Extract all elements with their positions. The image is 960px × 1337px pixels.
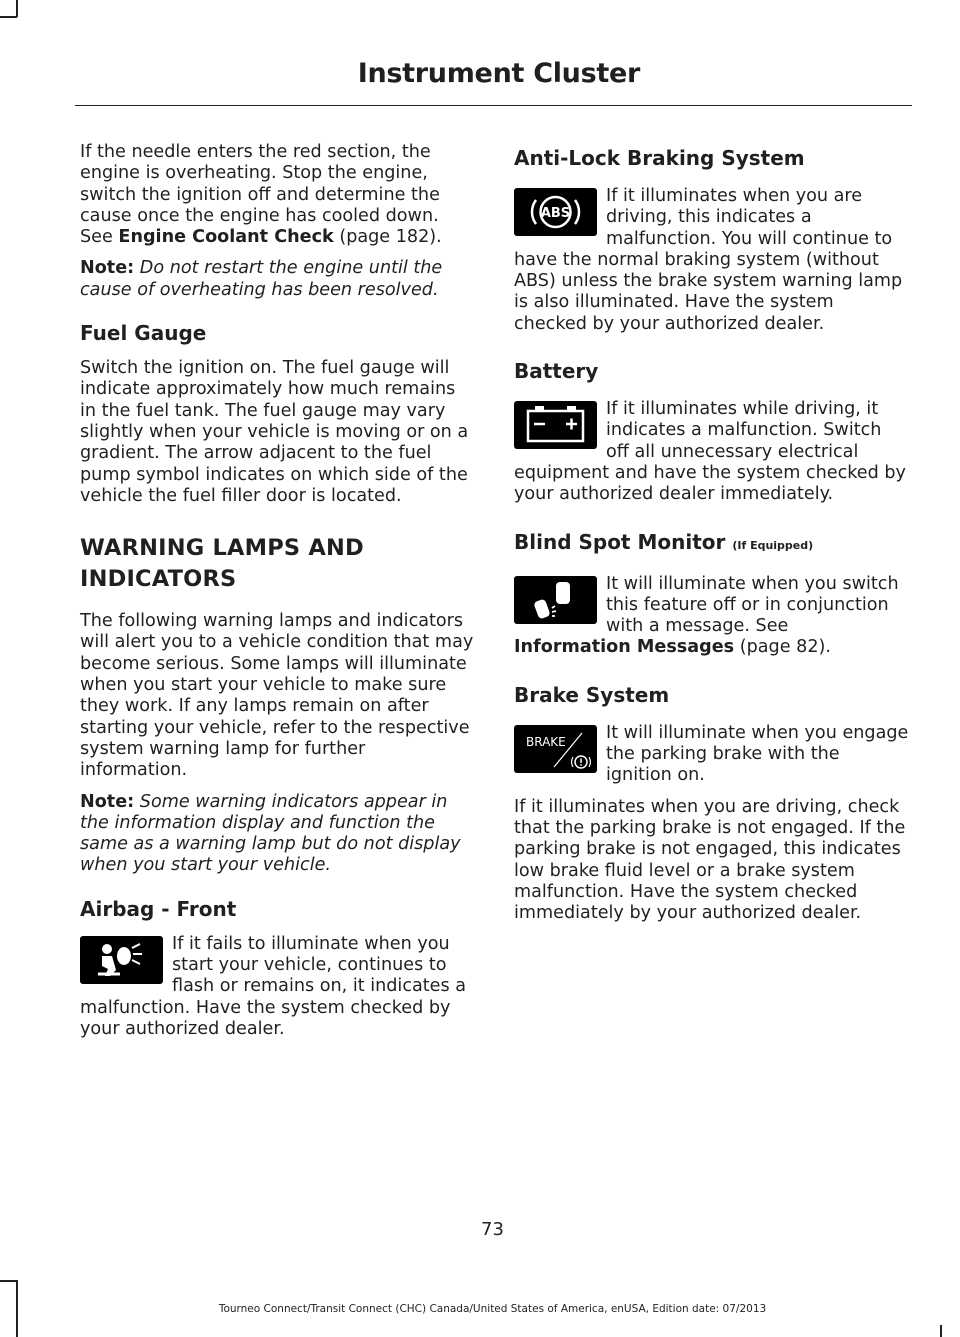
abs-icon <box>514 188 597 236</box>
page-number: 73 <box>481 1219 504 1240</box>
blind-page-ref: (page 82). <box>739 637 831 658</box>
coolant-paragraph <box>80 142 475 248</box>
abs-heading: Anti-Lock Braking System <box>514 146 805 170</box>
airbag-icon <box>80 936 163 984</box>
fuel-gauge-text: Switch the ignition on. The fuel gauge will indicate approximately how much remains in the fuel tank. The fuel gauge may vary slightly when your vehicle is moving or on a gradient. The arrow adjacent to the fuel pump symbol indicates on which side of the vehicle the fuel filler door is located. <box>80 358 469 506</box>
brake-system-heading: Brake System <box>514 682 670 707</box>
right-column <box>514 142 909 934</box>
svg-text:BRAKE: BRAKE <box>526 734 566 749</box>
warning-heading-line1: WARNING LAMPS AND <box>80 535 364 562</box>
battery-icon <box>514 401 597 449</box>
fuel-gauge-heading: Fuel Gauge <box>80 321 207 346</box>
edition-footer: Tourneo Connect/Transit Connect (CHC) Canada/United States of America, enUSA, Edition date: 07/2013 <box>218 1303 767 1315</box>
note-indicators <box>80 792 475 877</box>
brake-text: It will illuminate when you engage the parking brake with the ignition on. <box>606 722 909 786</box>
svg-text:ABS: ABS <box>540 206 571 221</box>
crop-mark <box>940 1325 942 1337</box>
coolant-page-ref: (page 182). <box>339 227 442 248</box>
airbag-heading: Airbag - Front <box>80 896 237 921</box>
brake-icon <box>514 725 597 773</box>
warning-lamps-heading <box>80 533 475 595</box>
crop-mark <box>0 1280 17 1282</box>
warning-lamps-text: The following warning lamps and indicators will alert you to a vehicle condition that may become serious. Some lamps will illuminate when you start your vehicle to make sure they work. If any lamps remain on after starting your vehicle, refer to the respective system warning lamp for further information. <box>80 611 474 781</box>
brake-text-2: If it illuminates when you are driving, check that the parking brake is not engaged. If the parking brake is not engaged, this indicates low brake fluid level or a brake system malfunction. Have the system checked immediately by your authorized dealer. <box>514 796 906 924</box>
airbag-text: If it fails to illuminate when you start your vehicle, continues to flash or remains on, it indicates a malfunction. Have the system checked by your authorized dealer. <box>80 933 467 1039</box>
engine-coolant-check-link[interactable]: Engine Coolant Check <box>118 227 334 248</box>
note-text: Some warning indicators appear in the information display and function the same as a warning lamp but do not display when you start your vehicle. <box>80 791 461 876</box>
left-column <box>80 142 475 1050</box>
coolant-text: If the needle enters the red section, the engine is overheating. Stop the engine, switch the ignition off and determine the cause once the engine has cooled down. See <box>80 142 440 248</box>
crop-mark <box>16 0 18 17</box>
information-messages-link[interactable]: Information Messages <box>514 637 735 658</box>
battery-text: If it illuminates while driving, it indicates a malfunction. Switch off all unnecessary electrical equipment and have the system checked by your authorized dealer immediately. <box>514 399 906 505</box>
abs-text: If it illuminates when you are driving, this indicates a malfunction. You will continue to have the normal braking system (without ABS) unless the brake system warning lamp is also illuminated. Have the system checked by your authorized dealer. <box>514 186 903 334</box>
blind-spot-title: Blind Spot Monitor <box>514 529 726 554</box>
crop-mark <box>0 16 17 18</box>
battery-heading: Battery <box>514 359 599 384</box>
warning-heading-line2: INDICATORS <box>80 566 237 593</box>
blind-spot-desc: It will illuminate when you switch this feature off or in conjunction with a message. See <box>606 573 899 637</box>
header-rule <box>75 105 912 106</box>
if-equipped-label: (If Equipped) <box>732 538 814 552</box>
blind-spot-icon <box>514 576 597 624</box>
note-overheating <box>80 258 475 301</box>
blind-spot-heading <box>514 530 909 558</box>
note-label: Note: <box>80 258 135 279</box>
note-text: Do not restart the engine until the cause of overheating has been resolved. <box>80 258 443 300</box>
note-label: Note: <box>80 791 135 812</box>
page-title: Instrument Cluster <box>357 58 640 89</box>
